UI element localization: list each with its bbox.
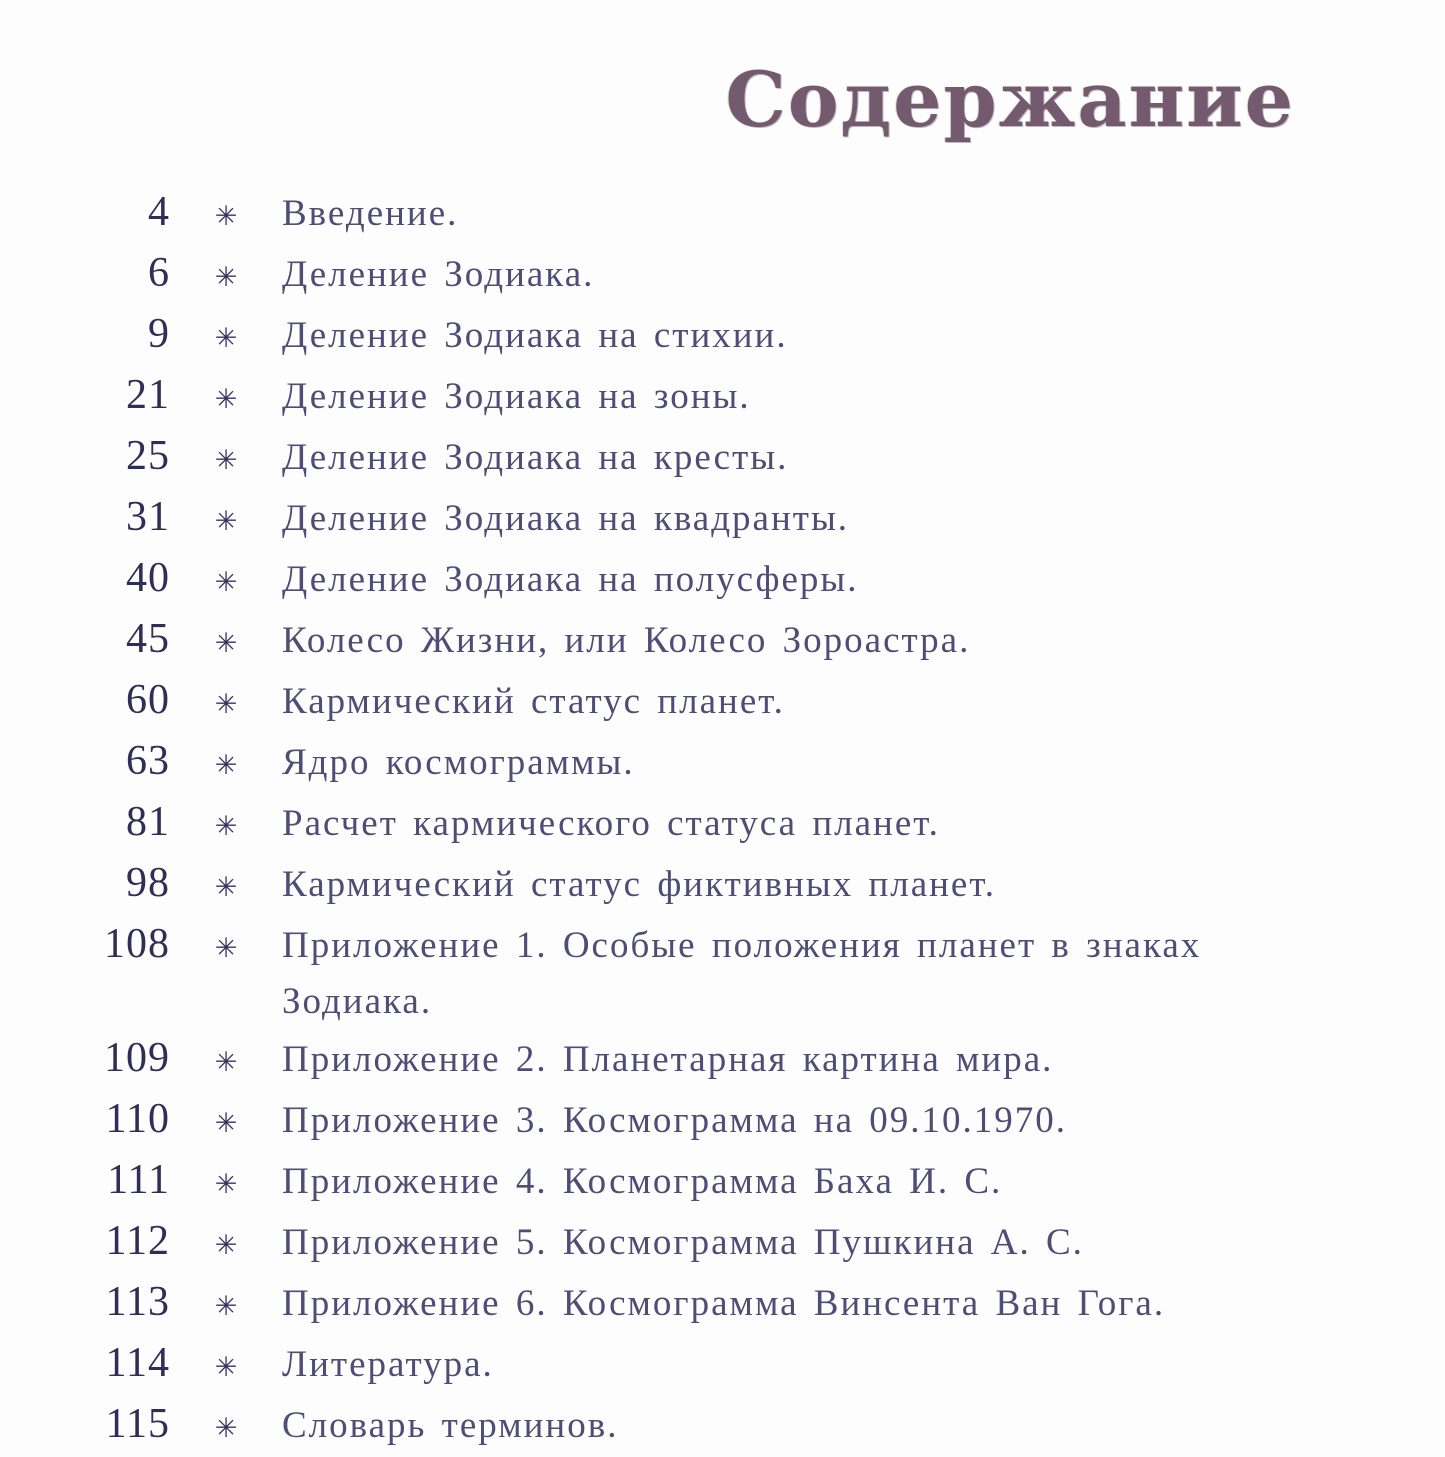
entry-title: Колесо Жизни, или Колесо Зороастра. [282, 620, 971, 661]
entry-title: Деление Зодиака на кресты. [282, 437, 789, 478]
page-number: 60 [126, 677, 170, 723]
asterisk-bullet-icon: ✳ [214, 811, 238, 842]
asterisk-bullet-icon: ✳ [214, 262, 238, 293]
toc-entry [0, 1030, 1445, 1091]
toc-entry [0, 855, 1445, 916]
toc-entry [0, 733, 1445, 794]
entry-title: Деление Зодиака. [282, 254, 595, 295]
toc-entry [0, 1274, 1445, 1335]
page-number: 115 [105, 1401, 170, 1447]
entry-title: Приложение 4. Космограмма Баха И. С. [282, 1161, 1003, 1202]
toc-entry [0, 306, 1445, 367]
entry-title: Словарь терминов. [282, 1405, 619, 1446]
toc-entry [0, 1091, 1445, 1152]
toc-entry [0, 1152, 1445, 1213]
page-number: 111 [107, 1157, 170, 1203]
asterisk-bullet-icon: ✳ [214, 1047, 238, 1078]
page-number: 109 [104, 1035, 170, 1081]
page-number: 31 [126, 494, 170, 540]
toc-entry [0, 672, 1445, 733]
asterisk-bullet-icon: ✳ [214, 933, 238, 964]
entry-title: Ядро космограммы. [282, 742, 635, 783]
toc-entry [0, 1213, 1445, 1274]
page-number: 110 [105, 1096, 170, 1142]
asterisk-bullet-icon: ✳ [214, 1108, 238, 1139]
toc-entry [0, 428, 1445, 489]
page-number: 112 [105, 1218, 170, 1264]
page-number: 113 [105, 1279, 170, 1325]
entry-title: Приложение 6. Космограмма Винсента Ван Гога. [282, 1283, 1166, 1324]
page-number: 25 [126, 433, 170, 479]
toc-entry [0, 611, 1445, 672]
page-number: 9 [148, 311, 170, 357]
asterisk-bullet-icon: ✳ [214, 323, 238, 354]
page-number: 40 [126, 555, 170, 601]
toc-entry [0, 1396, 1445, 1457]
page-number: 63 [126, 738, 170, 784]
toc-entry [0, 916, 1445, 1030]
page-number: 98 [126, 860, 170, 906]
asterisk-bullet-icon: ✳ [214, 1169, 238, 1200]
toc-entry [0, 1335, 1445, 1396]
entry-title: Кармический статус планет. [282, 681, 785, 722]
page-number: 45 [126, 616, 170, 662]
asterisk-bullet-icon: ✳ [214, 872, 238, 903]
asterisk-bullet-icon: ✳ [214, 689, 238, 720]
page-number: 6 [148, 250, 170, 296]
entry-title: Деление Зодиака на квадранты. [282, 498, 850, 539]
asterisk-bullet-icon: ✳ [214, 1352, 238, 1383]
toc-list [0, 184, 1445, 1457]
entry-title: Приложение 2. Планетарная картина мира. [282, 1039, 1054, 1080]
toc-entry [0, 184, 1445, 245]
entry-title: Приложение 3. Космограмма на 09.10.1970. [282, 1100, 1067, 1141]
entry-title: Деление Зодиака на зоны. [282, 376, 751, 417]
toc-entry [0, 245, 1445, 306]
entry-title: Кармический статус фиктивных планет. [282, 864, 996, 905]
toc-entry [0, 794, 1445, 855]
entry-title: Введение. [282, 193, 459, 234]
asterisk-bullet-icon: ✳ [214, 201, 238, 232]
toc-entry [0, 489, 1445, 550]
entry-title: Деление Зодиака на стихии. [282, 315, 788, 356]
entry-title: Приложение 1. Особые положения планет в знаках Зодиака. [282, 925, 1202, 1022]
entry-title: Приложение 5. Космограмма Пушкина А. С. [282, 1222, 1084, 1263]
asterisk-bullet-icon: ✳ [214, 1291, 238, 1322]
page-number: 21 [126, 372, 170, 418]
asterisk-bullet-icon: ✳ [214, 567, 238, 598]
asterisk-bullet-icon: ✳ [214, 750, 238, 781]
page-number: 4 [148, 189, 170, 235]
toc-entry [0, 367, 1445, 428]
page-title: Содержание [725, 55, 1295, 144]
entry-title: Литература. [282, 1344, 494, 1385]
asterisk-bullet-icon: ✳ [214, 628, 238, 659]
toc-entry [0, 550, 1445, 611]
page-number: 114 [105, 1340, 170, 1386]
entry-title: Деление Зодиака на полусферы. [282, 559, 859, 600]
asterisk-bullet-icon: ✳ [214, 1230, 238, 1261]
asterisk-bullet-icon: ✳ [214, 445, 238, 476]
entry-title: Расчет кармического статуса планет. [282, 803, 940, 844]
page-number: 108 [104, 921, 170, 967]
asterisk-bullet-icon: ✳ [214, 506, 238, 537]
asterisk-bullet-icon: ✳ [214, 1413, 238, 1444]
asterisk-bullet-icon: ✳ [214, 384, 238, 415]
page-number: 81 [126, 799, 170, 845]
